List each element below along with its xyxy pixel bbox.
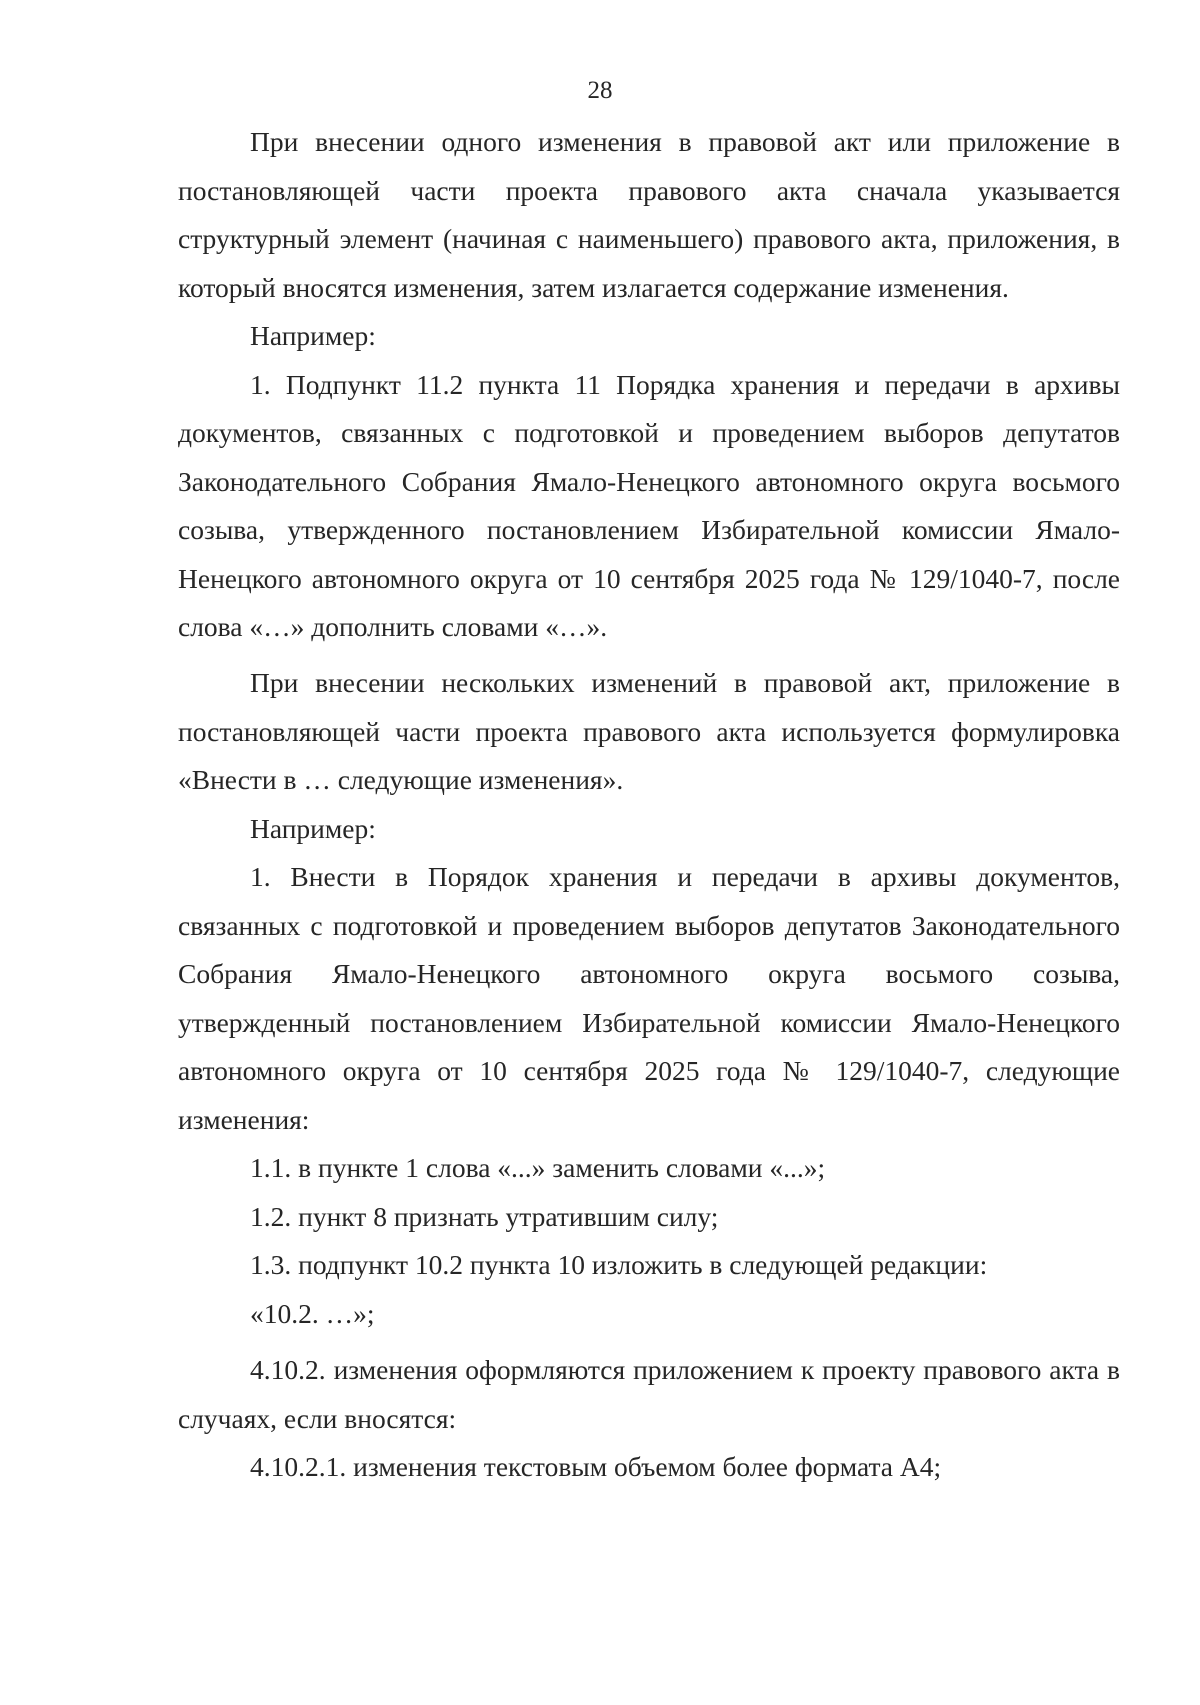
- list-item: «10.2. …»;: [250, 1297, 375, 1329]
- page-number: 28: [587, 77, 613, 104]
- paragraph-multiple-changes: При внесении нескольких изменений в правовой акт, приложение в постановляющей части проекта правового акта используется формулировка «Внести в … следующие изменения».: [178, 667, 1120, 795]
- paragraph-single-change: При внесении одного изменения в правовой акт или приложение в постановляющей части проекта правового акта сначала указывается структурный элемент (начиная с наименьшего) правового акта, приложения, в который вносятся изменения, затем излагается содержание изменения.: [178, 126, 1120, 303]
- paragraph-appendix-changes: 4.10.2. изменения оформляются приложением к проекту правового акта в случаях, если вносятся:: [178, 1354, 1120, 1434]
- example-label: Например:: [250, 812, 376, 844]
- section-appendix-changes: [178, 1346, 1120, 1492]
- example-text: 1. Подпункт 11.2 пункта 11 Порядка хранения и передачи в архивы документов, связанных с подготовкой и проведением выборов депутатов Законодательного Собрания Ямало-Ненецкого автономного округа восьмого созыва, утвержденного постановлением Избирательной комиссии Ямало-Ненецкого автономного округа от 10 сентября 2025 года № 129/1040-7, после слова «…» дополнить словами «…».: [178, 368, 1120, 642]
- list-item: 1.3. подпункт 10.2 пункта 10 изложить в следующей редакции:: [250, 1249, 988, 1280]
- section-multiple-changes: [178, 659, 1120, 1338]
- list-item: 1.1. в пункте 1 слова «...» заменить словами «...»;: [250, 1152, 826, 1183]
- list-item: 4.10.2.1. изменения текстовым объемом более формата А4;: [250, 1451, 942, 1482]
- example-label: Например:: [250, 320, 376, 351]
- list-item: 1.2. пункт 8 признать утратившим силу;: [250, 1200, 719, 1232]
- section-single-change: [178, 118, 1120, 652]
- example-text: 1. Внести в Порядок хранения и передачи в архивы документов, связанных с подготовкой и проведением выборов депутатов Законодательного Собрания Ямало-Ненецкого автономного округа восьмого созыва, утвержденный постановлением Избирательной комиссии Ямало-Ненецкого автономного округа от 10 сентября 2025 года № 129/1040-7, следующие изменения:: [178, 861, 1120, 1135]
